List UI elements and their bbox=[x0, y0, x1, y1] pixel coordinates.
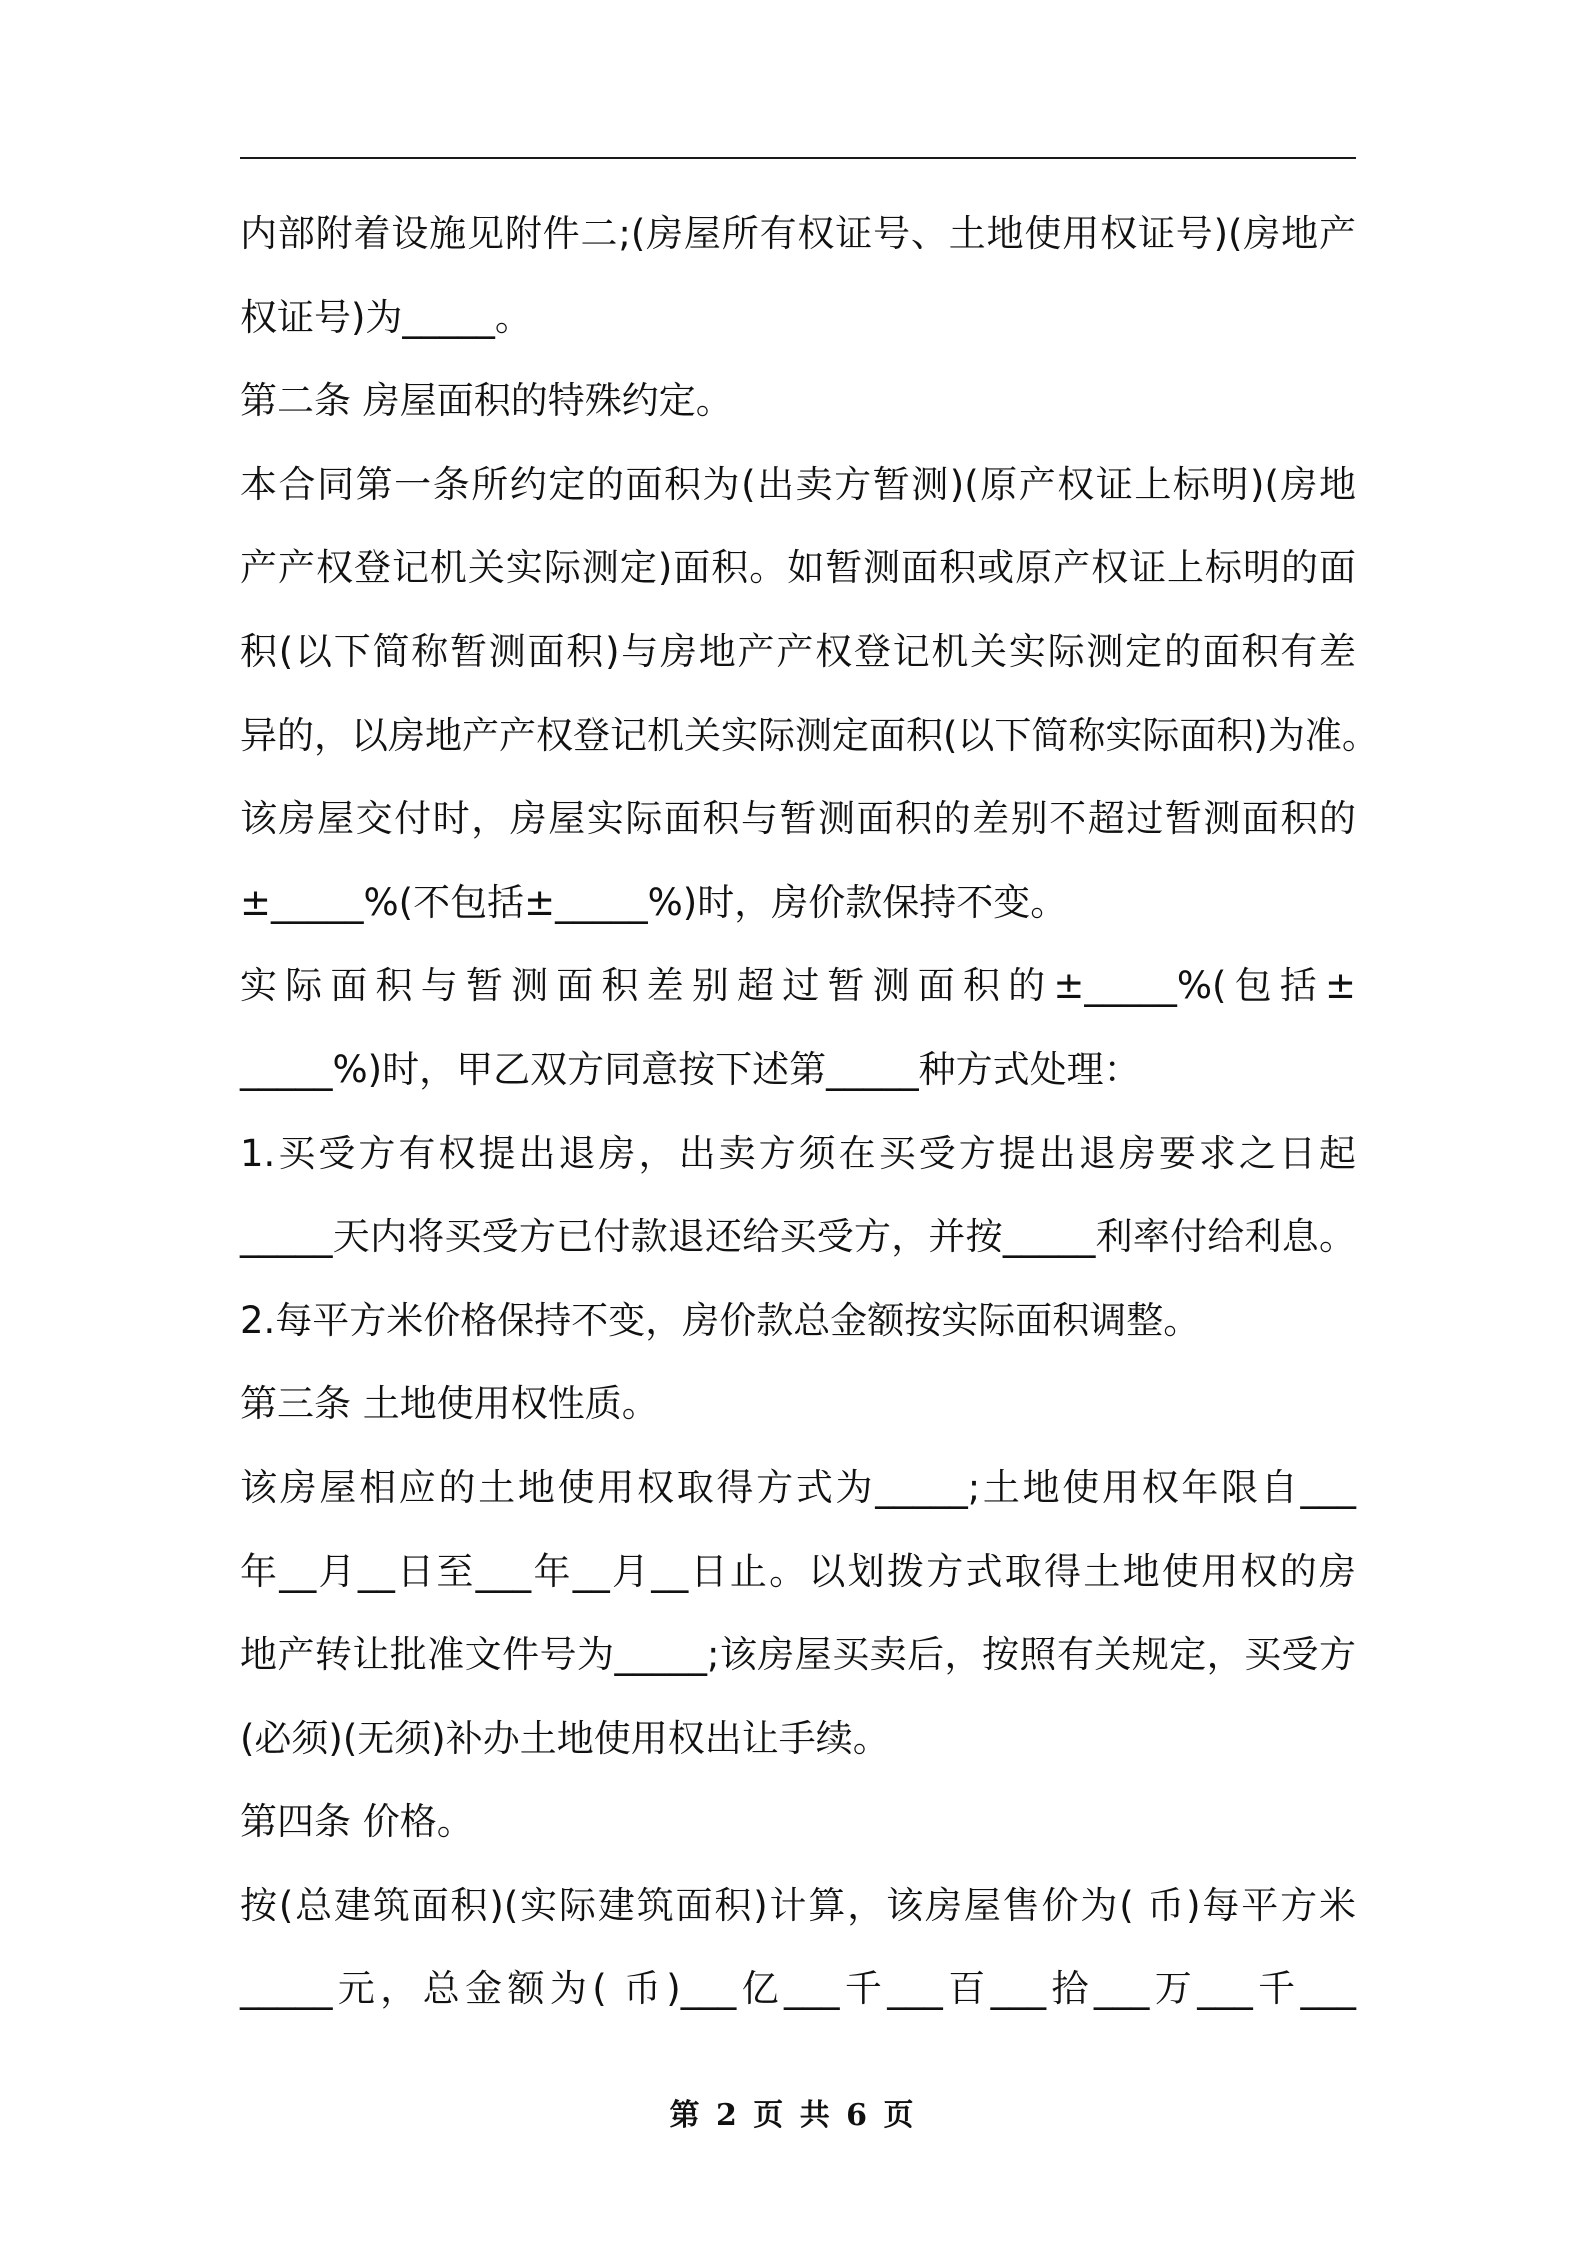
text-line: 年__月__日至___年__月__日止。以划拨方式取得土地使用权的房 bbox=[240, 1549, 1356, 1593]
text-line: 异的，以房地产产权登记机关实际测定面积(以下简称实际面积)为准。 bbox=[240, 713, 1379, 757]
section-heading: 第四条 价格。 bbox=[240, 1800, 474, 1844]
section-heading: 第二条 房屋面积的特殊约定。 bbox=[240, 379, 733, 423]
text-line: 地产转让批准文件号为_____;该房屋买卖后，按照有关规定，买受方 bbox=[240, 1633, 1356, 1677]
header-rule bbox=[240, 157, 1356, 159]
text-line: 产产权登记机关实际测定)面积。如暂测面积或原产权证上标明的面 bbox=[240, 546, 1356, 590]
section-heading: 第三条 土地使用权性质。 bbox=[240, 1382, 659, 1426]
text-line: ±_____%(不包括±_____%)时，房价款保持不变。 bbox=[240, 880, 1068, 924]
text-line: _____%)时，甲乙双方同意按下述第_____种方式处理： bbox=[240, 1047, 1141, 1091]
page-number: 第 2 页 共 6 页 bbox=[669, 2098, 917, 2133]
text-line: 1.买受方有权提出退房，出卖方须在买受方提出退房要求之日起 bbox=[240, 1131, 1356, 1175]
text-line: _____元，总金额为( 币)___亿___千___百___拾___万___千___ bbox=[240, 1967, 1356, 2011]
document-body bbox=[240, 192, 1379, 2031]
text-line: (必须)(无须)补办土地使用权出让手续。 bbox=[240, 1716, 890, 1760]
text-line: 内部附着设施见附件二;(房屋所有权证号、土地使用权证号)(房地产 bbox=[240, 212, 1356, 255]
text-line: 实际面积与暂测面积差别超过暂测面积的±_____%(包括± bbox=[240, 964, 1356, 1008]
text-line: 该房屋相应的土地使用权取得方式为_____;土地使用权年限自___ bbox=[240, 1465, 1356, 1509]
text-line: 该房屋交付时，房屋实际面积与暂测面积的差别不超过暂测面积的 bbox=[240, 797, 1356, 841]
text-line: 权证号)为_____。 bbox=[240, 295, 532, 339]
text-line: 积(以下简称暂测面积)与房地产产权登记机关实际测定的面积有差 bbox=[240, 629, 1356, 673]
text-line: 2.每平方米价格保持不变，房价款总金额按实际面积调整。 bbox=[240, 1298, 1201, 1342]
text-line: 本合同第一条所约定的面积为(出卖方暂测)(原产权证上标明)(房地 bbox=[240, 462, 1356, 506]
text-line: _____天内将买受方已付款退还给买受方，并按_____利率付给利息。 bbox=[240, 1215, 1356, 1259]
text-line: 按(总建筑面积)(实际建筑面积)计算，该房屋售价为( 币)每平方米 bbox=[240, 1883, 1356, 1927]
